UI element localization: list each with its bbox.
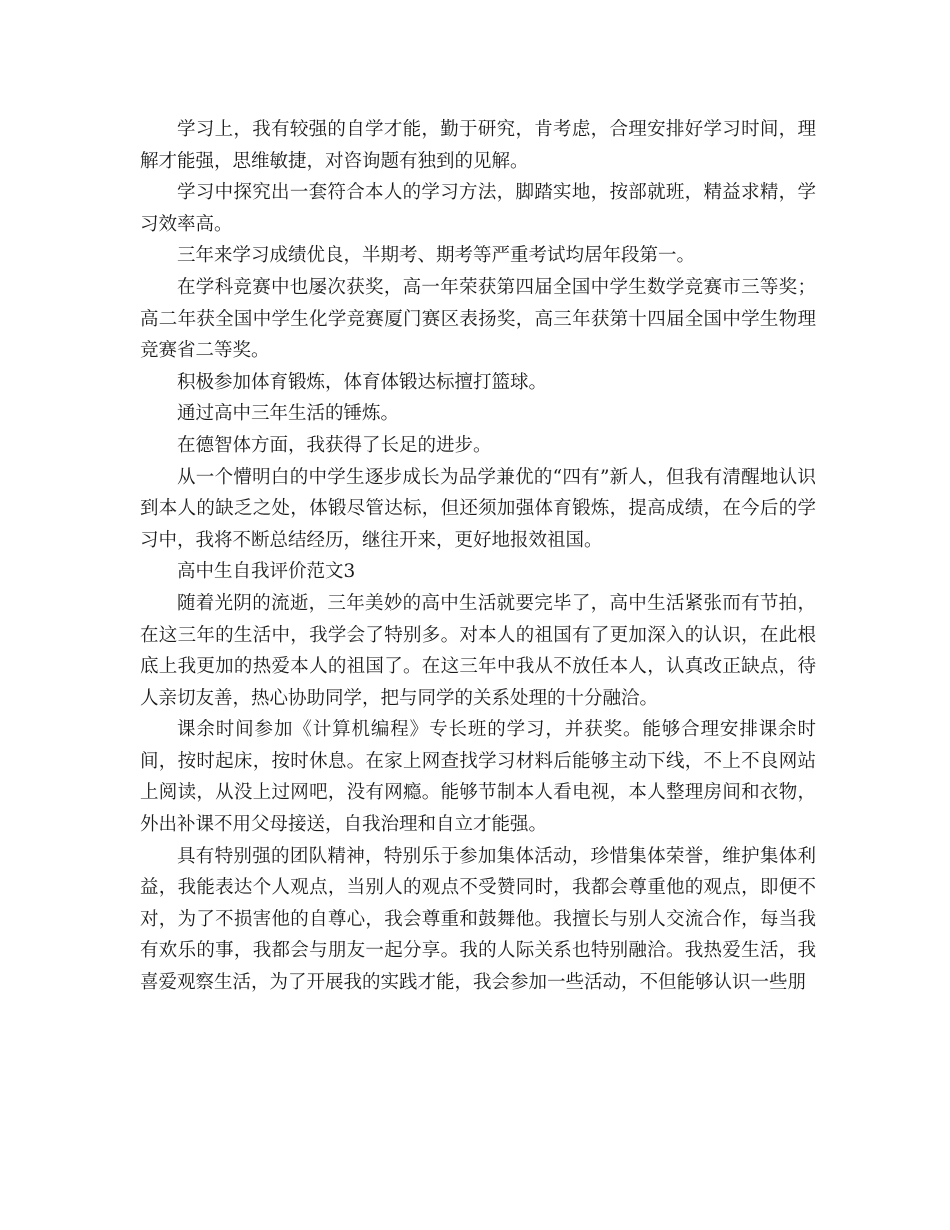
paragraph: 积极参加体育锻炼，体育体锻达标擅打篮球。 — [177, 371, 548, 393]
paragraph: 课余时间参加《计算机编程》专长班的学习，并获奖。能够合理安排课余时间，按时起床，按时休息。在家上网查找学习材料后能够主动下线，不上不良网站上阅读，从没上过网吧，没有网瘾。能够节制本人看电视，本人整理房间和衣物，外出补课不用父母接送，自我治理和自立才能强。 — [140, 719, 816, 836]
section-heading: 高中生自我评价范文3 — [177, 561, 356, 583]
paragraph: 三年来学习成绩优良，半期考、期考等严重考试均居年段第一。 — [177, 245, 696, 267]
paragraph: 学习中探究出一套符合本人的学习方法，脚踏实地，按部就班，精益求精，学习效率高。 — [140, 182, 816, 235]
paragraph: 从一个懵明白的中学生逐步成长为品学兼优的“四有”新人，但我有清醒地认识到本人的缺乏之处，体锻尽管达标，但还须加强体育锻炼，提高成绩，在今后的学习中，我将不断总结经历，继往开来，更好地报效祖国。 — [140, 466, 816, 551]
paragraph: 具有特别强的团队精神，特别乐于参加集体活动，珍惜集体荣誉，维护集体利益，我能表达个人观点，当别人的观点不受赞同时，我都会尊重他的观点，即便不对，为了不损害他的自尊心，我会尊重和鼓舞他。我擅长与别人交流合作，每当我有欢乐的事，我都会与朋友一起分享。我的人际关系也特别融洽。我热爱生活，我喜爱观察生活，为了开展我的实践才能，我会参加一些活动，不但能够认识一些朋 — [140, 845, 816, 994]
paragraph: 通过高中三年生活的锤炼。 — [177, 403, 400, 425]
paragraph: 在德智体方面，我获得了长足的进步。 — [177, 434, 492, 456]
paragraph: 学习上，我有较强的自学才能，勤于研究，肯考虑，合理安排好学习时间，理解才能强，思维敏捷，对咨询题有独到的见解。 — [140, 119, 816, 172]
document-body — [140, 114, 816, 999]
paragraph: 随着光阴的流逝，三年美妙的高中生活就要完毕了，高中生活紧张而有节拍，在这三年的生活中，我学会了特别多。对本人的祖国有了更加深入的认识，在此根底上我更加的热爱本人的祖国了。在这三年中我从不放任本人，认真改正缺点，待人亲切友善，热心协助同学，把与同学的关系处理的十分融洽。 — [140, 592, 816, 709]
paragraph: 在学科竞赛中也屡次获奖，高一年荣获第四届全国中学生数学竞赛市三等奖；高二年获全国中学生化学竞赛厦门赛区表扬奖，高三年获第十四届全国中学生物理竞赛省二等奖。 — [140, 276, 816, 362]
